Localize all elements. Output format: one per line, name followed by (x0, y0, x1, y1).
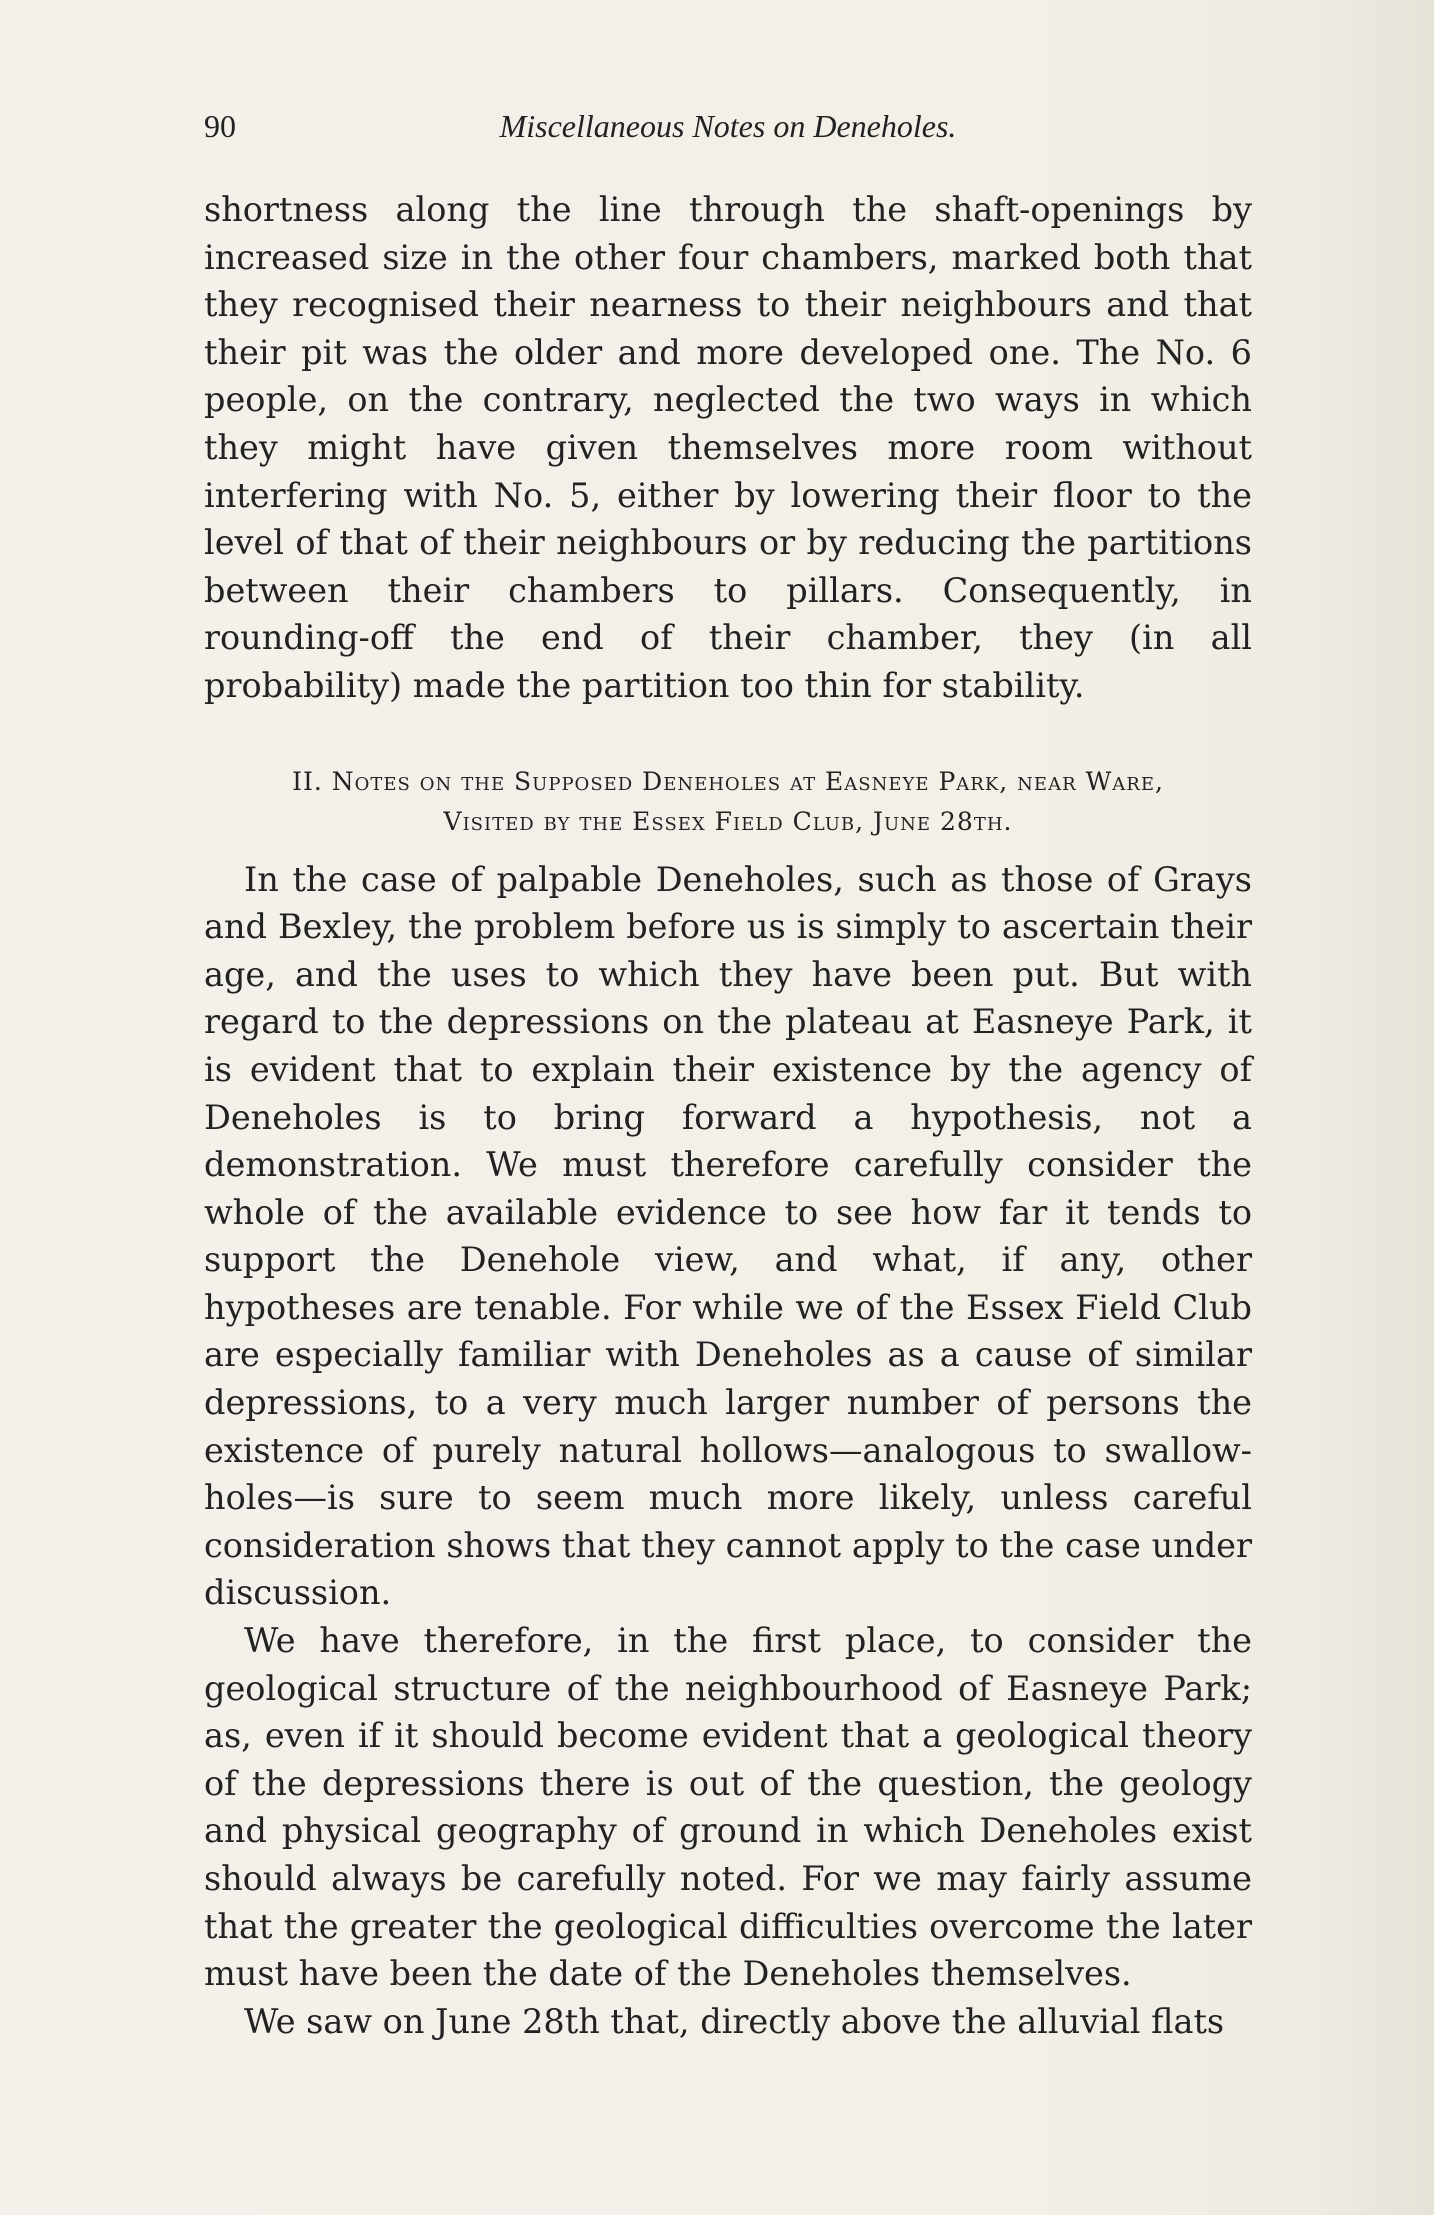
paragraph: We have therefore, in the first place, to consider the geological structure of the neighbourhood of Easneye Park; as, even if it should become evident that a geological theory of the depressions there is out of the question, the geology and physical geography of ground in which Deneholes exist should always be carefully noted. For we may fairly assume that the greater the geological difficulties overcome the later must have been the date of the Deneholes themselves. (204, 1621, 1252, 1994)
paragraph: In the case of palpable Deneholes, such as those of Grays and Bexley, the problem before us is simply to ascertain their age, and the uses to which they have been put. But with regard to the depressions on the plateau at Easneye Park, it is evident that to explain their existence by the agency of Deneholes is to bring forward a hypothesis, not a demonstration. We must therefore carefully consider the whole of the available evidence to see how far it tends to support the Denehole view, and what, if any, other hypotheses are tenable. For while we of the Essex Field Club are especially familiar with Deneholes as a cause of similar depressions, to a very much larger number of persons the existence of purely natural hollows—analogous to swallow-holes—is sure to seem much more likely, unless careful consideration shows that they cannot apply to the case under discussion. (204, 859, 1252, 1613)
running-title: Miscellaneous Notes on Deneholes. (499, 108, 957, 144)
text-block (204, 100, 1252, 2045)
section-heading-line-2: Visited by the Essex Field Club, June 28th. (443, 806, 1013, 836)
section-heading-line-1: II. Notes on the Supposed Deneholes at Easneye Park, near Ware, (292, 766, 1164, 796)
body-text (204, 186, 1252, 2045)
paragraph-continued: shortness along the line through the shaft-openings by increased size in the other four chambers, marked both that they recognised their nearness to their neighbours and that their pit was the older and more developed one. The No. 6 people, on the contrary, neglected the two ways in which they might have given themselves more room without interfering with No. 5, either by lowering their floor to the level of that of their neighbours or by reducing the partitions between their chambers to pillars. Consequently, in rounding-off the end of their chamber, they (in all probability) made the partition too thin for stability. (204, 190, 1252, 705)
running-head (204, 100, 1252, 160)
page-number: 90 (204, 108, 236, 144)
paragraph: We saw on June 28th that, directly above the alluvial flats (244, 2001, 1225, 2041)
section-heading (204, 762, 1252, 842)
